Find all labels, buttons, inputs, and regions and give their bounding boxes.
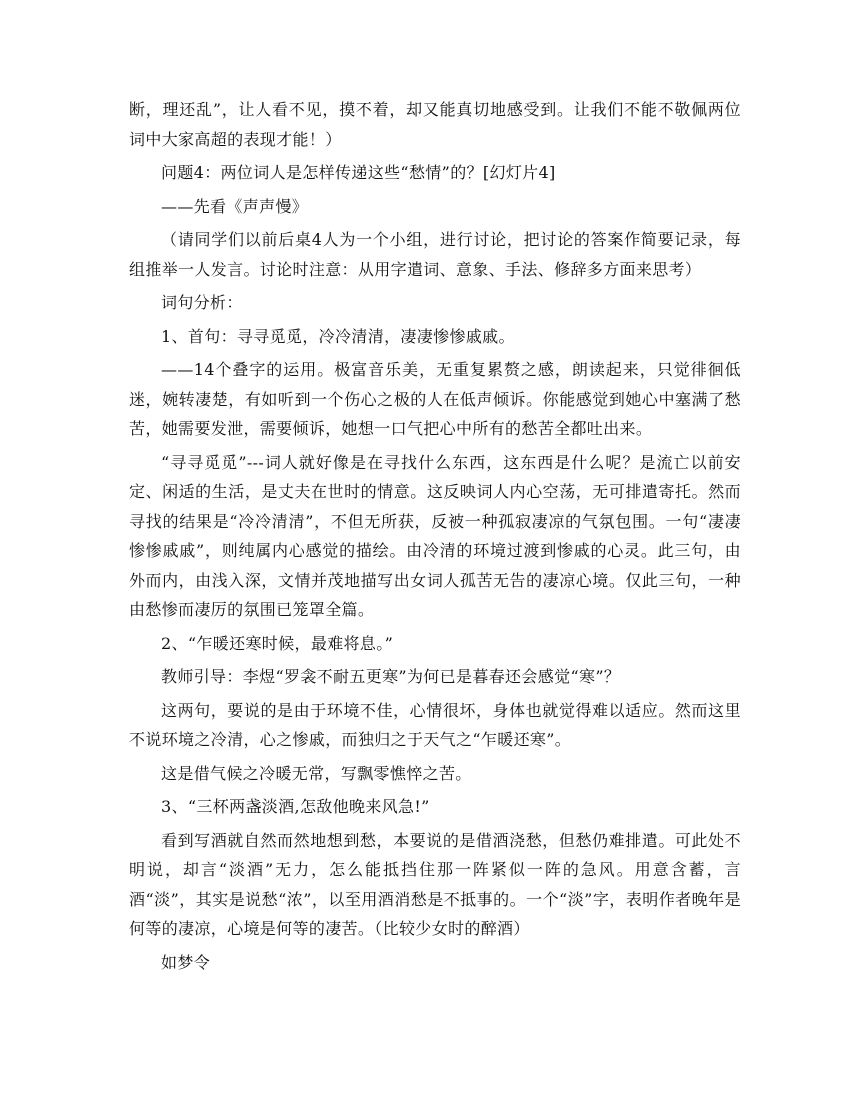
item-1-reduplication: ——14个叠字的运用。极富音乐美，无重复累赘之感，朗读起来，只觉徘徊低迷，婉转凄楚，有如听到一个伤心之极的人在低声倾诉。你能感觉到她心中塞满了愁苦，她需要发泄，需要倾诉，她想一口气把心中所有的愁苦全都吐出来。 — [129, 360, 741, 438]
document-body — [129, 95, 741, 977]
subheading-shengshengman: ——先看《声声慢》 — [161, 196, 309, 216]
item-1-first-line: 1、首句：寻寻觅觅，冷冷清清，凄凄惨惨戚戚。 — [161, 326, 515, 346]
discussion-instructions: （请同学们以前后桌4人为一个小组，进行讨论，把讨论的答案作简要记录，每组推举一人发言。讨论时注意：从用字遣词、意象、手法、修辞多方面来思考） — [129, 230, 741, 279]
rumengling-heading: 如梦令 — [161, 952, 211, 972]
paragraph-continuation: 断，理还乱”，让人看不见，摸不着，却又能真切地感受到。让我们不能不敬佩两位词中大家高超的表现才能！） — [129, 100, 741, 149]
item-1-explanation: “寻寻觅觅”---词人就好像是在寻找什么东西，这东西是什么呢？是流亡以前安定、闲适的生活，是丈夫在世时的情意。这反映词人内心空荡，无可排遣寄托。然而寻找的结果是“冷冷清清”，不但无所获，反被一种孤寂凄凉的气氛包围。一句“凄凄惨惨戚戚”，则纯属内心感觉的描绘。由冷清的环境过渡到惨戚的心灵。此三句，由外而内，由浅入深，文情并茂地描写出女词人孤苦无告的凄凉心境。仅此三句，一种由愁惨而凄厉的氛围已笼罩全篇。 — [129, 452, 741, 619]
item-3-explanation: 看到写酒就自然而然地想到愁，本要说的是借酒浇愁，但愁仍难排遣。可此处不明说，却言“淡酒”无力，怎么能抵挡住那一阵紧似一阵的急风。用意含蓄，言酒“淡”，其实是说愁“浓”，以至用酒消愁是不抵事的。一个“淡”字，表明作者晚年是何等的凄凉，心境是何等的凄苦。（比较少女时的醉酒） — [129, 830, 741, 938]
item-3-line: 3、“三杯两盏淡酒,怎敌他晚来风急!” — [161, 797, 430, 816]
teacher-guidance: 教师引导：李煜“罗衾不耐五更寒”为何已是暮春还会感觉“寒”？ — [161, 667, 621, 686]
item-2-line: 2、“乍暖还寒时候，最难将息。” — [161, 633, 394, 653]
question-4-heading: 问题4：两位词人是怎样传递这些“愁情”的？[幻灯片4] — [161, 163, 556, 182]
analysis-heading: 词句分析： — [161, 293, 243, 312]
item-2-summary: 这是借气候之冷暖无常，写飘零憔悴之苦。 — [161, 763, 472, 783]
item-2-explanation: 这两句，要说的是由于环境不佳，心情很坏，身体也就觉得难以适应。然而这里不说环境之冷清，心之惨戚，而独归之于天气之“乍暖还寒”。 — [129, 700, 741, 749]
